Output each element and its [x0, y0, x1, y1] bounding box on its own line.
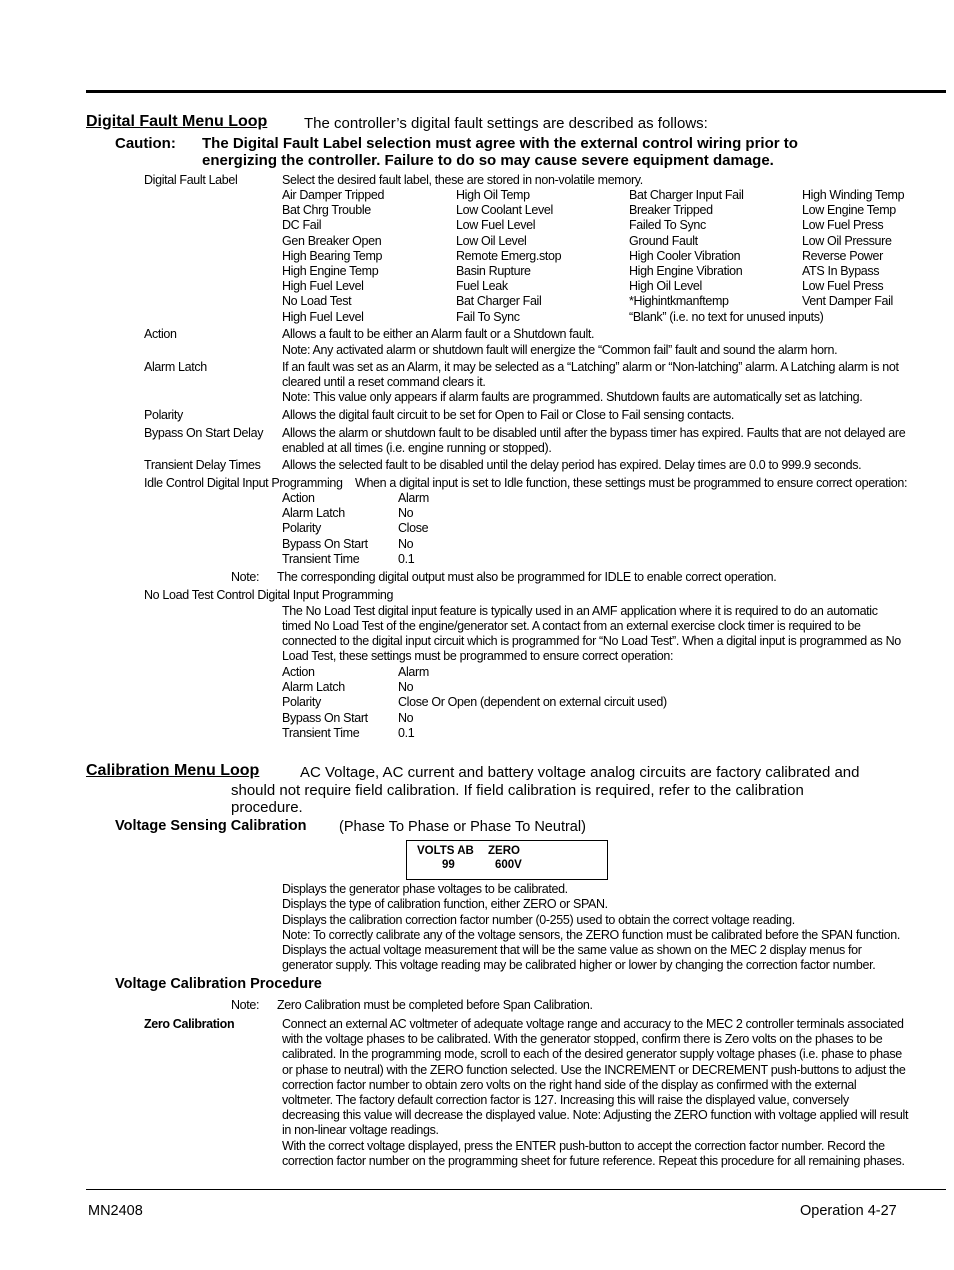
fault-label-option: Low Oil Pressure: [802, 233, 892, 248]
term-action: Action: [144, 327, 177, 341]
setting-key: Polarity: [282, 521, 321, 536]
desc-transient: Allows the selected fault to be disabled until the delay period has expired. Delay times are 0.0 to 999.9 seconds.: [282, 458, 862, 472]
display-desc-line-6: generator supply. This voltage reading may be calibrated higher or lower by changing the correction factor number.: [282, 958, 876, 972]
caution-line-2: energizing the controller. Failure to do so may cause severe equipment damage.: [202, 152, 774, 169]
lcd-display: [406, 840, 608, 880]
display-desc-line-3: Displays the calibration correction factor number (0-255) used to obtain the correct voltage reading.: [282, 913, 795, 927]
fault-label-option: Low Oil Level: [456, 233, 527, 248]
fault-label-option: Low Fuel Press: [802, 218, 884, 233]
setting-value: No: [398, 536, 414, 551]
setting-key: Alarm Latch: [282, 680, 345, 695]
fault-label-option: Basin Rupture: [456, 264, 531, 279]
calibration-heading: Calibration Menu Loop: [86, 762, 260, 779]
fault-label-option: Ground Fault: [629, 233, 698, 248]
desc-bypass-line-1: Allows the alarm or shutdown fault to be disabled until after the bypass timer has expired. Faults that are not delayed are: [282, 426, 906, 440]
desc-idle-control: When a digital input is set to Idle function, these settings must be programmed to ensure correct operation:: [355, 476, 908, 490]
fault-label-option: DC Fail: [282, 218, 322, 233]
bottom-rule: [86, 1189, 946, 1190]
zero-calibration-line: or phase to neutral) with the ZERO function selected. Use the INCREMENT or DECREMENT push-buttons to adjust the: [282, 1062, 906, 1077]
voltage-sensing-heading: Voltage Sensing Calibration: [115, 818, 307, 834]
procedure-heading: Voltage Calibration Procedure: [115, 976, 322, 992]
desc-digital-fault-label: Select the desired fault label, these are stored in non-volatile memory.: [282, 173, 643, 187]
term-transient: Transient Delay Times: [144, 458, 261, 472]
fault-label-option: Low Engine Temp: [802, 203, 896, 218]
setting-key: Transient Time: [282, 551, 360, 566]
setting-value: Close: [398, 521, 429, 536]
desc-latch-line-1: If an fault was set as an Alarm, it may be selected as a “Latching” alarm or “Non-latching” alarm. A Latching alarm is not: [282, 360, 899, 374]
setting-key: Polarity: [282, 695, 321, 710]
zero-calibration-line: voltmeter. The factory default correction factor is 127. Increasing this will raise the displayed value, conversely: [282, 1093, 849, 1108]
footer-page-number: Operation 4-27: [800, 1203, 897, 1219]
fault-label-option: “Blank” (i.e. no text for unused inputs): [629, 309, 824, 324]
fault-label-option: Breaker Tripped: [629, 203, 713, 218]
fault-label-option: Gen Breaker Open: [282, 233, 382, 248]
fault-label-option: Vent Damper Fail: [802, 294, 893, 309]
term-zero-calibration: Zero Calibration: [144, 1017, 235, 1031]
digital-fault-intro: The controller’s digital fault settings are described as follows:: [304, 115, 708, 132]
setting-key: Transient Time: [282, 725, 360, 740]
term-idle-control: Idle Control Digital Input Programming: [144, 476, 343, 490]
setting-value: Close Or Open (dependent on external circuit used): [398, 695, 667, 710]
term-digital-fault-label: Digital Fault Label: [144, 173, 238, 187]
zero-calibration-line: correction factor number on the programming sheet for future reference. Repeat this procedure for all remaining phases.: [282, 1153, 905, 1168]
fault-label-option: Failed To Sync: [629, 218, 706, 233]
fault-label-option: *Highintkmanftemp: [629, 294, 729, 309]
setting-key: Alarm Latch: [282, 506, 345, 521]
fault-label-option: Fail To Sync: [456, 309, 520, 324]
fault-label-option: No Load Test: [282, 294, 352, 309]
fault-label-option: Bat Charger Fail: [456, 294, 542, 309]
fault-label-option: High Oil Level: [629, 279, 702, 294]
zero-calibration-line: decreasing this value will decrease the displayed value. Note: Adjusting the ZERO function with voltage applied will result: [282, 1108, 909, 1123]
term-no-load-test: No Load Test Control Digital Input Programming: [144, 588, 394, 602]
setting-value: Alarm: [398, 665, 429, 679]
setting-value: 0.1: [398, 551, 415, 566]
zero-calibration-line: with the voltage phases to be calibrated. With the generator stopped, confirm there is Zero volts on the phases to be: [282, 1032, 883, 1047]
display-desc-line-4: Note: To correctly calibrate any of the voltage sensors, the ZERO function must be calibrated before the SPAN function.: [282, 928, 900, 942]
zero-calibration-line: in non-linear voltage readings.: [282, 1123, 439, 1138]
calibration-intro-line-1: AC Voltage, AC current and battery voltage analog circuits are factory calibrated and: [300, 764, 860, 781]
procedure-note: Zero Calibration must be completed before Span Calibration.: [277, 998, 593, 1012]
setting-value: Alarm: [398, 491, 429, 505]
lcd-correction-factor: 99: [442, 859, 455, 871]
desc-latch-line-3: Note: This value only appears if alarm faults are programmed. Shutdown faults are automatically set as latching.: [282, 390, 863, 404]
fault-label-option: High Fuel Level: [282, 309, 364, 324]
fault-label-column-4: [802, 188, 904, 310]
setting-key: Bypass On Start: [282, 710, 368, 725]
zero-calibration-line: Connect an external AC voltmeter of adequate voltage range and accuracy to the MEC 2 controller terminals associated: [282, 1017, 904, 1031]
zero-calibration-line: calibrated. In the programming mode, scroll to each of the desired generator supply voltage phases (i.e. phase to phase: [282, 1047, 902, 1062]
fault-label-option: Low Coolant Level: [456, 203, 553, 218]
nlt-settings-values: [398, 665, 667, 741]
idle-settings-values: [398, 491, 429, 567]
term-polarity: Polarity: [144, 408, 183, 422]
voltage-sensing-subtitle: (Phase To Phase or Phase To Neutral): [339, 819, 586, 835]
setting-key: Bypass On Start: [282, 536, 368, 551]
fault-label-option: High Engine Vibration: [629, 264, 743, 279]
fault-label-option: Low Fuel Level: [456, 218, 536, 233]
fault-label-column-3: [629, 188, 823, 325]
fault-label-column-1: [282, 188, 384, 325]
idle-note-label: Note:: [231, 570, 260, 584]
digital-fault-heading: Digital Fault Menu Loop: [86, 113, 268, 130]
desc-nlt-line-3: connected to the digital input circuit which is programmed for “No Load Test”. When a digital input is programmed as No: [282, 634, 901, 648]
setting-value: No: [398, 710, 414, 725]
fault-label-option: High Bearing Temp: [282, 248, 383, 263]
caution-line-1: The Digital Fault Label selection must agree with the external control wiring prior to: [202, 135, 798, 152]
desc-nlt-line-4: Load Test, these settings must be programmed to ensure correct operation:: [282, 649, 674, 663]
setting-value: No: [398, 680, 414, 695]
calibration-intro-line-2: should not require field calibration. If field calibration is required, refer to the calibration: [231, 782, 804, 799]
display-desc-line-1: Displays the generator phase voltages to be calibrated.: [282, 882, 568, 896]
display-desc-line-5: Displays the actual voltage measurement that will be the same value as shown on the MEC 2 display menus for: [282, 943, 862, 957]
fault-label-option: Bat Charger Input Fail: [629, 188, 744, 202]
fault-label-option: Fuel Leak: [456, 279, 508, 294]
desc-action-line-1: Allows a fault to be either an Alarm fault or a Shutdown fault.: [282, 327, 595, 341]
desc-nlt-line-2: timed No Load Test of the engine/generator set. A contact from an external exercise clock timer is required to be: [282, 619, 861, 633]
idle-note: The corresponding digital output must also be programmed for IDLE to enable correct operation.: [277, 570, 777, 584]
term-bypass: Bypass On Start Delay: [144, 426, 264, 440]
caution-label: Caution:: [115, 135, 176, 152]
fault-label-option: High Cooler Vibration: [629, 248, 741, 263]
fault-label-option: Air Damper Tripped: [282, 188, 385, 202]
fault-label-option: Reverse Power: [802, 248, 883, 263]
desc-action-line-2: Note: Any activated alarm or shutdown fault will energize the “Common fail” fault and sound the alarm horn.: [282, 343, 838, 357]
fault-label-option: High Engine Temp: [282, 264, 379, 279]
setting-key: Action: [282, 665, 315, 679]
lcd-phase-label: VOLTS AB: [417, 845, 474, 857]
calibration-intro-line-3: procedure.: [231, 799, 303, 816]
zero-calibration-text: [282, 1017, 908, 1169]
fault-label-option: Remote Emerg.stop: [456, 248, 562, 263]
lcd-voltage-reading: 600V: [495, 859, 522, 871]
setting-key: Action: [282, 491, 315, 505]
desc-latch-line-2: cleared until a reset command clears it.: [282, 375, 486, 389]
nlt-settings-keys: [282, 665, 368, 741]
idle-settings-keys: [282, 491, 368, 567]
fault-label-option: High Winding Temp: [802, 188, 905, 202]
setting-value: 0.1: [398, 725, 415, 740]
procedure-note-label: Note:: [231, 998, 260, 1012]
fault-label-option: High Oil Temp: [456, 188, 530, 202]
setting-value: No: [398, 506, 414, 521]
fault-label-option: Low Fuel Press: [802, 279, 884, 294]
display-desc-line-2: Displays the type of calibration function, either ZERO or SPAN.: [282, 897, 608, 911]
zero-calibration-line: With the correct voltage displayed, press the ENTER push-button to accept the correction factor number. Record the: [282, 1138, 885, 1153]
zero-calibration-line: correction factor number to obtain zero volts on the right hand side of the display as confirmed with the external: [282, 1077, 857, 1092]
fault-label-option: High Fuel Level: [282, 279, 364, 294]
desc-polarity: Allows the digital fault circuit to be set for Open to Fail or Close to Fail sensing contacts.: [282, 408, 735, 422]
fault-label-option: ATS In Bypass: [802, 264, 880, 279]
top-rule: [86, 90, 946, 93]
term-alarm-latch: Alarm Latch: [144, 360, 207, 374]
desc-nlt-line-1: The No Load Test digital input feature is typically used in an AMF application where it is required to do an automatic: [282, 604, 878, 618]
fault-label-column-2: [456, 188, 561, 325]
lcd-function-label: ZERO: [488, 845, 520, 857]
desc-bypass-line-2: enabled at all times (i.e. engine running or stopped).: [282, 441, 552, 455]
footer-doc-number: MN2408: [88, 1203, 143, 1219]
fault-label-option: Bat Chrg Trouble: [282, 203, 371, 218]
